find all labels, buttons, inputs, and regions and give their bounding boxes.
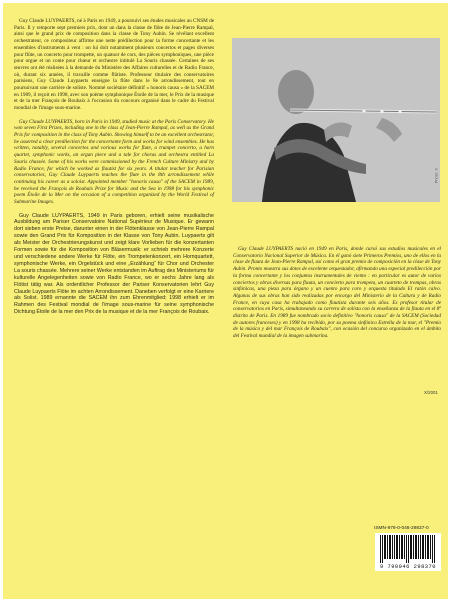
barcode-bars-icon <box>379 535 437 563</box>
ismn-label: ISMN-979-0-046-29837-0 <box>374 526 429 531</box>
barcode-number: 9 790046 298370 <box>379 564 437 570</box>
right-column <box>233 246 441 347</box>
left-column <box>14 18 214 323</box>
biography-german: Guy Claude LUYPAERTS, 1949 in Paris geboren, erhielt seine musikalische Ausbildung am Pariser Conservatoire National Supérieur de Musique. Er gewann dort sieben erste Preise, darunter einen in der Flötenklasse von Jean-Pierre Rampal sowie den Grand Prix für Komposition in der Klasse von Tony Aubin. Luypaerts gilt als Meister der Orchestrierungskunst und zeigt klare Vorlieben für die konzertanten Formen sowie für die Komposition von Bläsermusik: er schrieb mehrere Konzerte und verschiedene andere Werke für Flöte, ein Trompetenkonzert, ein Hornquartett, symphonische Werke, ein Orgelstück und eine „Erzählung“ für Chor und Orchester La souris chassée. Mehrere seiner Werke entstanden im Auftrag des Ministeriums für kulturelle Angelegenheiten sowie von Radio France, wo er sechs Jahre lang als Flötist tätig war. Als ordentlicher Professor der Pariser Konservatorien lehrt Guy Claude Luypaerts Flöte im achten Arrondissement. Daneben verfolgt er eine Karriere als Solist. 1989 ernannte die SACEM ihn zum Ehrenmitglied; 1998 erhielt er im Rahmen des Festival mondial de l'image sous-marine für seine symphonische Dichtung Étoile de la mer den Prix de la musique et de la mer François de Roubaix. <box>14 212 214 316</box>
biography-english: Guy Claude LUYPAERTS, born in Paris in 1949, studied music at the Paris Conservatory. He won seven First Prizes, including one in the class of Jean-Pierre Rampal, as well as the Grand Prix for composition in the class of Tony Aubin. Showing himself to be an excellent orchestrator, he asserted a clear predilection for the concertante form and works for wind ensembles. He has written, notably, several concertos and various works for flute, a trumpet concerto, a horn quartet, symphonic works, an organ piece and a tale for chorus and orchestra entitled La Souris chassée. Some of his works were commissioned by the French Culture Ministry and by Radio France, for which he worked as flautist for six years. A titular teacher for Parisian conservatories, Guy Claude Luypaerts teaches the flute in the 8th arrondissement while continuing his career as a soloist. Appointed member "honoris causa" of the SACEM in 1989, he received the François de Roubaix Prize for Music and the Sea in 1998 for his symphonic poem Étoile de la Mer on the occasion of a competition organized by the World Festival of Submarine Images. <box>14 118 214 206</box>
biography-french: Guy Claude LUYPAERTS, né à Paris en 1949, a poursuivi ses études musicales au CNSM de Paris. Il y remporte sept premiers prix, dont un dans la classe de flûte de Jean-Pierre Rampal, ainsi que le grand prix de composition dans la classe de Tony Aubin. Se révélant excellent orchestrateur, ce compositeur affirme une nette prédilection pour la forme concertante et les ensembles d'instruments à vent : on lui doit notamment plusieurs concertos et pages diverses pour flûte, un concerto pour trompette, un quatuor de cors, des pièces symphoniques, une pièce pour orgue et un conte pour chœur et orchestre intitulé La Souris chassée. Certaines de ses œuvres ont été réalisées à la demande du Ministère des Affaires culturelles et de Radio France, où, durant six années, il travaille comme flûtiste. Professeur titulaire des conservatoires parisiens, Guy Claude Luypaerts enseigne la flûte dans le 8e arrondissement, tout en poursuivant une carrière de soliste. Nommé sociétaire définitif « honoris causa » de la SACEM en 1989, il reçoit en 1998, avec son poème symphonique Étoile de la mer, le Prix de la musique et de la mer François de Roubaix à l'occasion du concours organisé dans le cadre du Festival mondial de l'image sous-marine. <box>14 18 214 112</box>
photo-credit: Photo: X <box>433 168 438 184</box>
portrait-photo <box>232 38 440 202</box>
biography-spanish: Guy Claude LUYPAERTS nació en 1949 en Paris, donde cursó sus estudios musicales en el Conservatorio Nacional Superior de Música. En él ganó siete Primeros Premios, uno de ellos en la clase de flauta de Jean-Pierre Rampal, así como el gran premio de composición en la clase de Tony Aubin. Pronto muestra sus dotes de excelente orquestador, afirmando una especial predilección por la forma concertante y los conjuntos instrumentales de viento : en particular es autor de varios conciertos y obras diversas para flauta, un concierto para trompeta, un cuarteto de trompas, obras sinfónicas, una pieza para órgano y un cuento para coro y orquesta titulado El ratón calvo. Algunas de sus obras han sido realizadas por encargo del Ministerio de la Cultura y de Radio France, en cuya casa ha trabajado como flautista durante seis años. Es profesor titular de conservatorios en Paris, simultaneando su carrera de solista con la enseñanza de la flauta en el 8º distrito de Paris. En 1989 fue nombrado socio definitivo "honoris causa" de la SACEM (Sociedad de autores franceses) y en 1998 ha recibido, por su poema sinfónico Estrella de la mar, el "Premio de la música y del mar François de Roubaix", con ocasión del concurso organizado en el ámbito del Festival mundial de la imagen submarina. <box>233 246 441 340</box>
barcode <box>375 533 441 571</box>
catalog-code: X/2001 <box>424 390 438 395</box>
flutist-portrait-image <box>232 38 440 202</box>
